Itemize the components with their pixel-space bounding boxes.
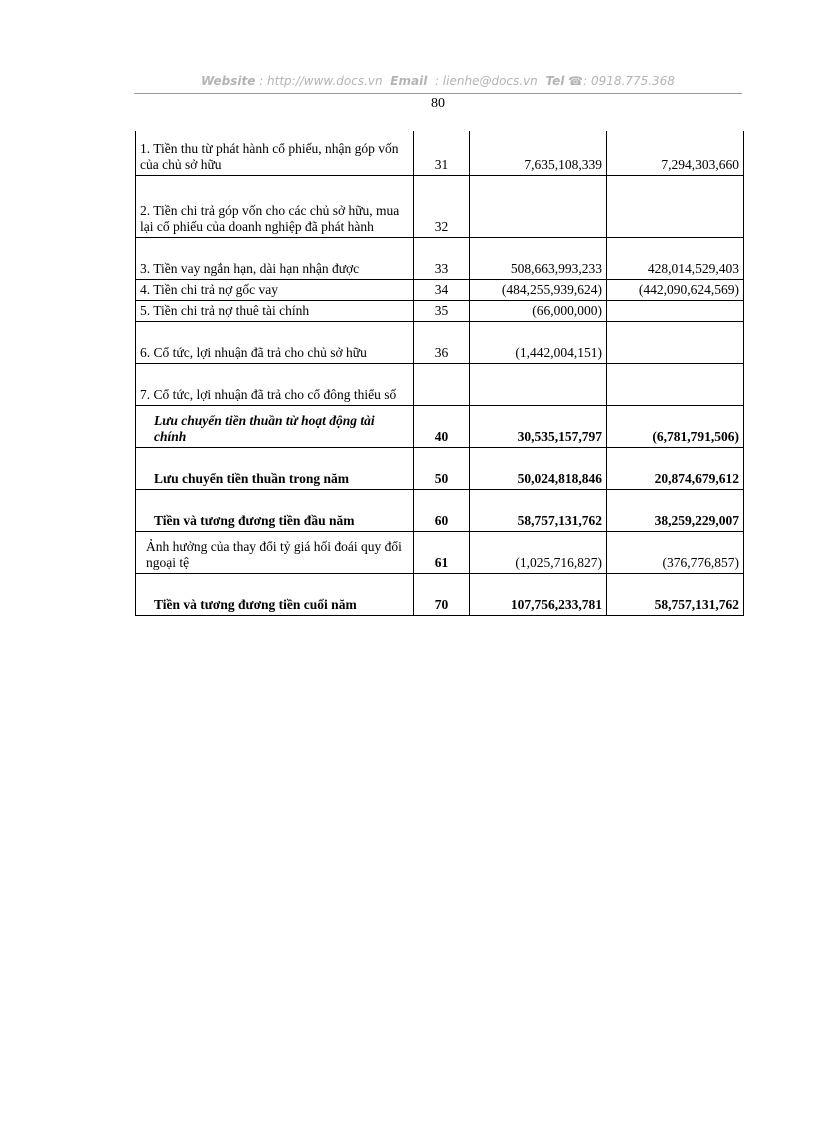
table-row bbox=[136, 447, 744, 489]
row-previous-value: 58,757,131,762 bbox=[607, 573, 744, 615]
row-previous-value: 20,874,679,612 bbox=[607, 447, 744, 489]
cash-flow-table bbox=[135, 131, 744, 616]
row-previous-value: 38,259,229,007 bbox=[607, 489, 744, 531]
table-row bbox=[136, 321, 744, 363]
row-previous-value bbox=[607, 363, 744, 405]
telephone-icon: ☎ bbox=[568, 74, 584, 88]
website-value: : http://www.docs.vn bbox=[259, 74, 383, 88]
page-number: 80 bbox=[431, 96, 445, 111]
table-row bbox=[136, 573, 744, 615]
table-row bbox=[136, 300, 744, 321]
row-code: 50 bbox=[414, 447, 470, 489]
row-previous-value: (376,776,857) bbox=[607, 531, 744, 573]
row-code: 70 bbox=[414, 573, 470, 615]
page-header bbox=[134, 74, 742, 88]
row-current-value bbox=[470, 363, 607, 405]
row-description: Ảnh hưởng của thay đổi tỷ giá hối đoái quy đổi ngoại tệ bbox=[136, 531, 414, 573]
row-description: 7. Cổ tức, lợi nhuận đã trả cho cổ đông thiểu số bbox=[136, 363, 414, 405]
row-current-value: (1,025,716,827) bbox=[470, 531, 607, 573]
row-current-value: 58,757,131,762 bbox=[470, 489, 607, 531]
row-current-value: 50,024,818,846 bbox=[470, 447, 607, 489]
email-value: : lienhe@docs.vn bbox=[434, 74, 538, 88]
row-description: 4. Tiền chi trả nợ gốc vay bbox=[136, 279, 414, 300]
tel-label: Tel bbox=[545, 74, 565, 88]
row-code: 36 bbox=[414, 321, 470, 363]
table-row bbox=[136, 363, 744, 405]
tel-value: : 0918.775.368 bbox=[583, 74, 675, 88]
row-description: Lưu chuyển tiền thuần từ hoạt động tài chính bbox=[136, 405, 414, 447]
row-description: 5. Tiền chi trả nợ thuê tài chính bbox=[136, 300, 414, 321]
row-code: 32 bbox=[414, 175, 470, 237]
row-current-value bbox=[470, 175, 607, 237]
table-row bbox=[136, 237, 744, 279]
table-row bbox=[136, 405, 744, 447]
row-code: 34 bbox=[414, 279, 470, 300]
row-code: 60 bbox=[414, 489, 470, 531]
row-description: Tiền và tương đương tiền cuối năm bbox=[136, 573, 414, 615]
table-row bbox=[136, 175, 744, 237]
row-code: 35 bbox=[414, 300, 470, 321]
row-description: 2. Tiền chi trả góp vốn cho các chủ sở hữu, mua lại cổ phiếu của doanh nghiệp đã phát hành bbox=[136, 175, 414, 237]
header-divider bbox=[134, 93, 742, 94]
website-label: Website bbox=[201, 74, 256, 88]
row-previous-value bbox=[607, 175, 744, 237]
table-row bbox=[136, 131, 744, 175]
row-description: 3. Tiền vay ngắn hạn, dài hạn nhận được bbox=[136, 237, 414, 279]
row-current-value: 508,663,993,233 bbox=[470, 237, 607, 279]
row-previous-value bbox=[607, 321, 744, 363]
row-previous-value: (442,090,624,569) bbox=[607, 279, 744, 300]
table-row bbox=[136, 531, 744, 573]
row-previous-value: (6,781,791,506) bbox=[607, 405, 744, 447]
row-current-value: (66,000,000) bbox=[470, 300, 607, 321]
row-current-value: 30,535,157,797 bbox=[470, 405, 607, 447]
email-label: Email bbox=[390, 74, 428, 88]
row-description: Lưu chuyển tiền thuần trong năm bbox=[136, 447, 414, 489]
table-row bbox=[136, 489, 744, 531]
row-current-value: 107,756,233,781 bbox=[470, 573, 607, 615]
row-previous-value: 7,294,303,660 bbox=[607, 131, 744, 175]
row-code: 61 bbox=[414, 531, 470, 573]
row-description: 6. Cổ tức, lợi nhuận đã trả cho chủ sở hữu bbox=[136, 321, 414, 363]
row-previous-value bbox=[607, 300, 744, 321]
row-current-value: 7,635,108,339 bbox=[470, 131, 607, 175]
row-current-value: (1,442,004,151) bbox=[470, 321, 607, 363]
row-code: 40 bbox=[414, 405, 470, 447]
row-previous-value: 428,014,529,403 bbox=[607, 237, 744, 279]
row-code: 33 bbox=[414, 237, 470, 279]
row-description: Tiền và tương đương tiền đầu năm bbox=[136, 489, 414, 531]
table-row bbox=[136, 279, 744, 300]
row-description: 1. Tiền thu từ phát hành cổ phiếu, nhận góp vốn của chủ sở hữu bbox=[136, 131, 414, 175]
row-code bbox=[414, 363, 470, 405]
row-code: 31 bbox=[414, 131, 470, 175]
row-current-value: (484,255,939,624) bbox=[470, 279, 607, 300]
